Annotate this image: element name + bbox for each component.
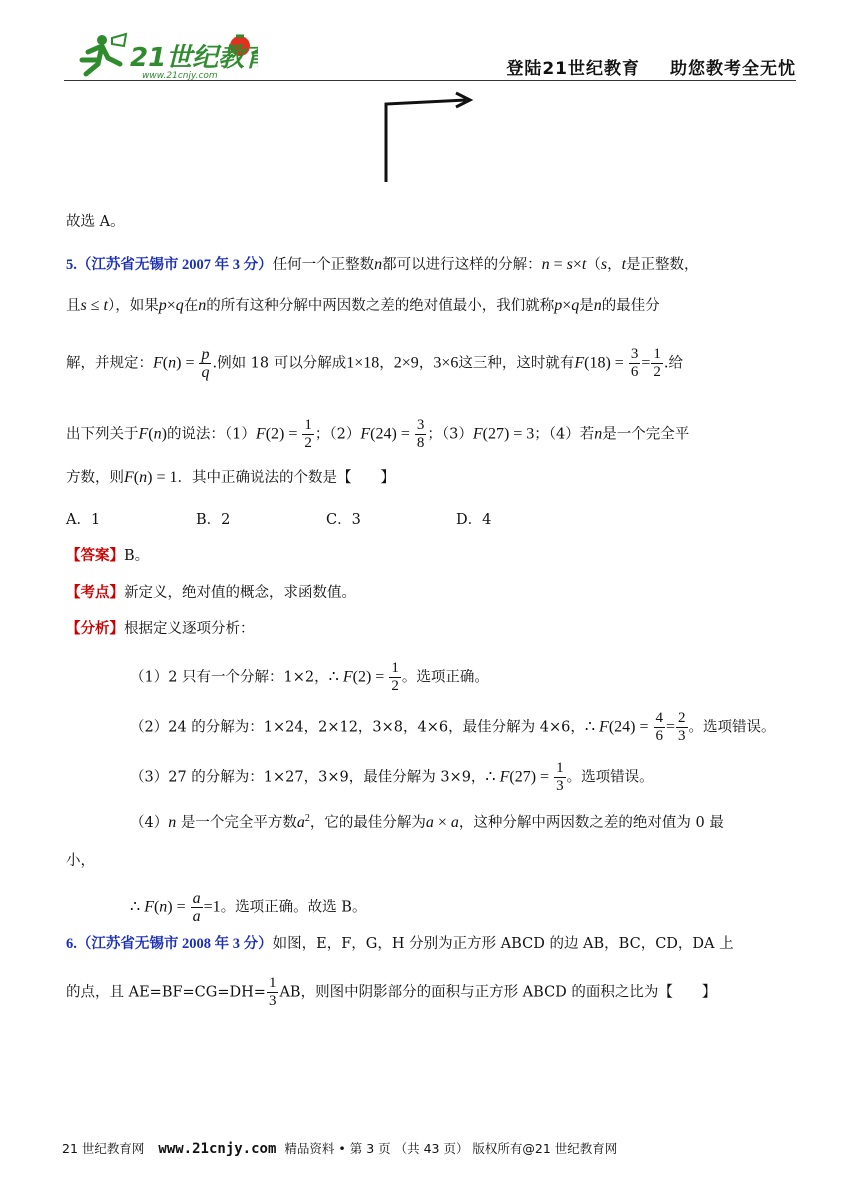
analysis-item-1: （1）2 只有一个分解：1×2，∴ F(2) = $\frac{1}{2}$ 。选项正确。 bbox=[130, 660, 489, 694]
q5-line-3: 解，并规定：F(n) = $\frac{p}{q}$ .例如 18 可以分解成1×18，2×9，3×6这三种，这时就有F(18) = $\frac{3}{6}$ = $\frac{1}{2}$ .给 bbox=[66, 346, 683, 381]
answer-tag: 【答案】 bbox=[66, 547, 124, 564]
q6-number: 6. bbox=[66, 936, 77, 952]
option-c: C．3 bbox=[326, 512, 361, 528]
q5-options bbox=[66, 510, 586, 530]
option-d: D．4 bbox=[456, 512, 492, 528]
option-a: A．1 bbox=[66, 512, 101, 528]
site-logo bbox=[68, 30, 258, 82]
q6-source: （江苏省无锡市 2008 年 3 分） bbox=[76, 936, 273, 952]
q5-line-2: 且s ≤ t），如果p×q在n的所有这种分解中两因数之差的绝对值最小，我们就称p×q是n的最佳分 bbox=[66, 297, 660, 314]
answer-value: B。 bbox=[124, 548, 150, 564]
analysis-tag: 【分析】 bbox=[66, 620, 124, 637]
header-slogan bbox=[476, 54, 796, 79]
analysis-item-3: （3）27 的分解为：1×27，3×9，最佳分解为 3×9，∴ F(27) = $\frac{1}{3}$ 。选项错误。 bbox=[130, 760, 654, 794]
logo-text: 21世纪教育 bbox=[130, 43, 258, 73]
previous-answer-figure bbox=[370, 90, 490, 190]
q5-line-1: 5.（江苏省无锡市 2007 年 3 分）任何一个正整数n都可以进行这样的分解：n = s×t（s，t是正整数， bbox=[66, 256, 699, 273]
q5-line-4: 出下列关于F(n)的说法：（1）F(2) = $\frac{1}{2}$ ；（2）F(24) = $\frac{3}{8}$ ；（3）F(27) = 3；（4）若n是一个完全平 bbox=[66, 417, 690, 451]
analysis-item-4: （4）n 是一个完全平方数$a^2$，它的最佳分解为a × a，这种分解中两因数之差的绝对值为 0 最 bbox=[130, 813, 724, 831]
prev-conclusion: 故选 A。 bbox=[66, 214, 125, 230]
q6-line-2: 的点，且 AE=BF=CG=DH= $\frac{1}{3}$ AB，则图中阴影部分的面积与正方形 ABCD 的面积之比为【 】 bbox=[66, 975, 717, 1009]
footer-site: 21 世纪教育网 bbox=[62, 1141, 145, 1156]
footer-info: 精品资料 • 第 3 页 （共 43 页） 版权所有@21 世纪教育网 bbox=[284, 1141, 618, 1156]
logo-url: www.21cnjy.com bbox=[142, 71, 218, 81]
fraction-p-q: $\frac{p}{q}$ bbox=[201, 346, 210, 381]
page-footer bbox=[62, 1139, 617, 1157]
slogan-right: 助您教考全无忧 bbox=[670, 59, 796, 79]
runner-logo-icon bbox=[68, 30, 258, 82]
slogan-left: 登陆21世纪教育 bbox=[506, 59, 640, 79]
header-divider bbox=[64, 80, 796, 81]
point-text: 新定义，绝对值的概念，求函数值。 bbox=[124, 585, 356, 601]
analysis-text: 根据定义逐项分析： bbox=[124, 621, 255, 637]
q5-line-5: 方数，则F(n) = 1．其中正确说法的个数是【 】 bbox=[66, 469, 395, 486]
q6-line-1: 6.（江苏省无锡市 2008 年 3 分）如图，E，F，G，H 分别为正方形 ABCD 的边 AB，BC，CD，DA 上 bbox=[66, 936, 734, 952]
point-line bbox=[66, 583, 356, 603]
analysis-item-5: ∴ F(n) = $\frac{a}{a}$ =1。选项正确。故选 B。 bbox=[130, 890, 367, 925]
footer-url[interactable]: www.21cnjy.com bbox=[158, 1141, 277, 1157]
analysis-line bbox=[66, 619, 255, 639]
analysis-item-2: （2）24 的分解为：1×24，2×12，3×8，4×6，最佳分解为 4×6，∴ F(24) = $\frac{4}{6}$ = $\frac{2}{3}$ 。选项错误。 bbox=[130, 710, 776, 744]
q5-source: （江苏省无锡市 2007 年 3 分） bbox=[76, 257, 273, 273]
analysis-item-4-cont: 小， bbox=[66, 853, 95, 869]
option-b: B．2 bbox=[196, 512, 231, 528]
answer-line bbox=[66, 546, 149, 566]
point-tag: 【考点】 bbox=[66, 584, 124, 601]
q5-number: 5. bbox=[66, 257, 77, 273]
